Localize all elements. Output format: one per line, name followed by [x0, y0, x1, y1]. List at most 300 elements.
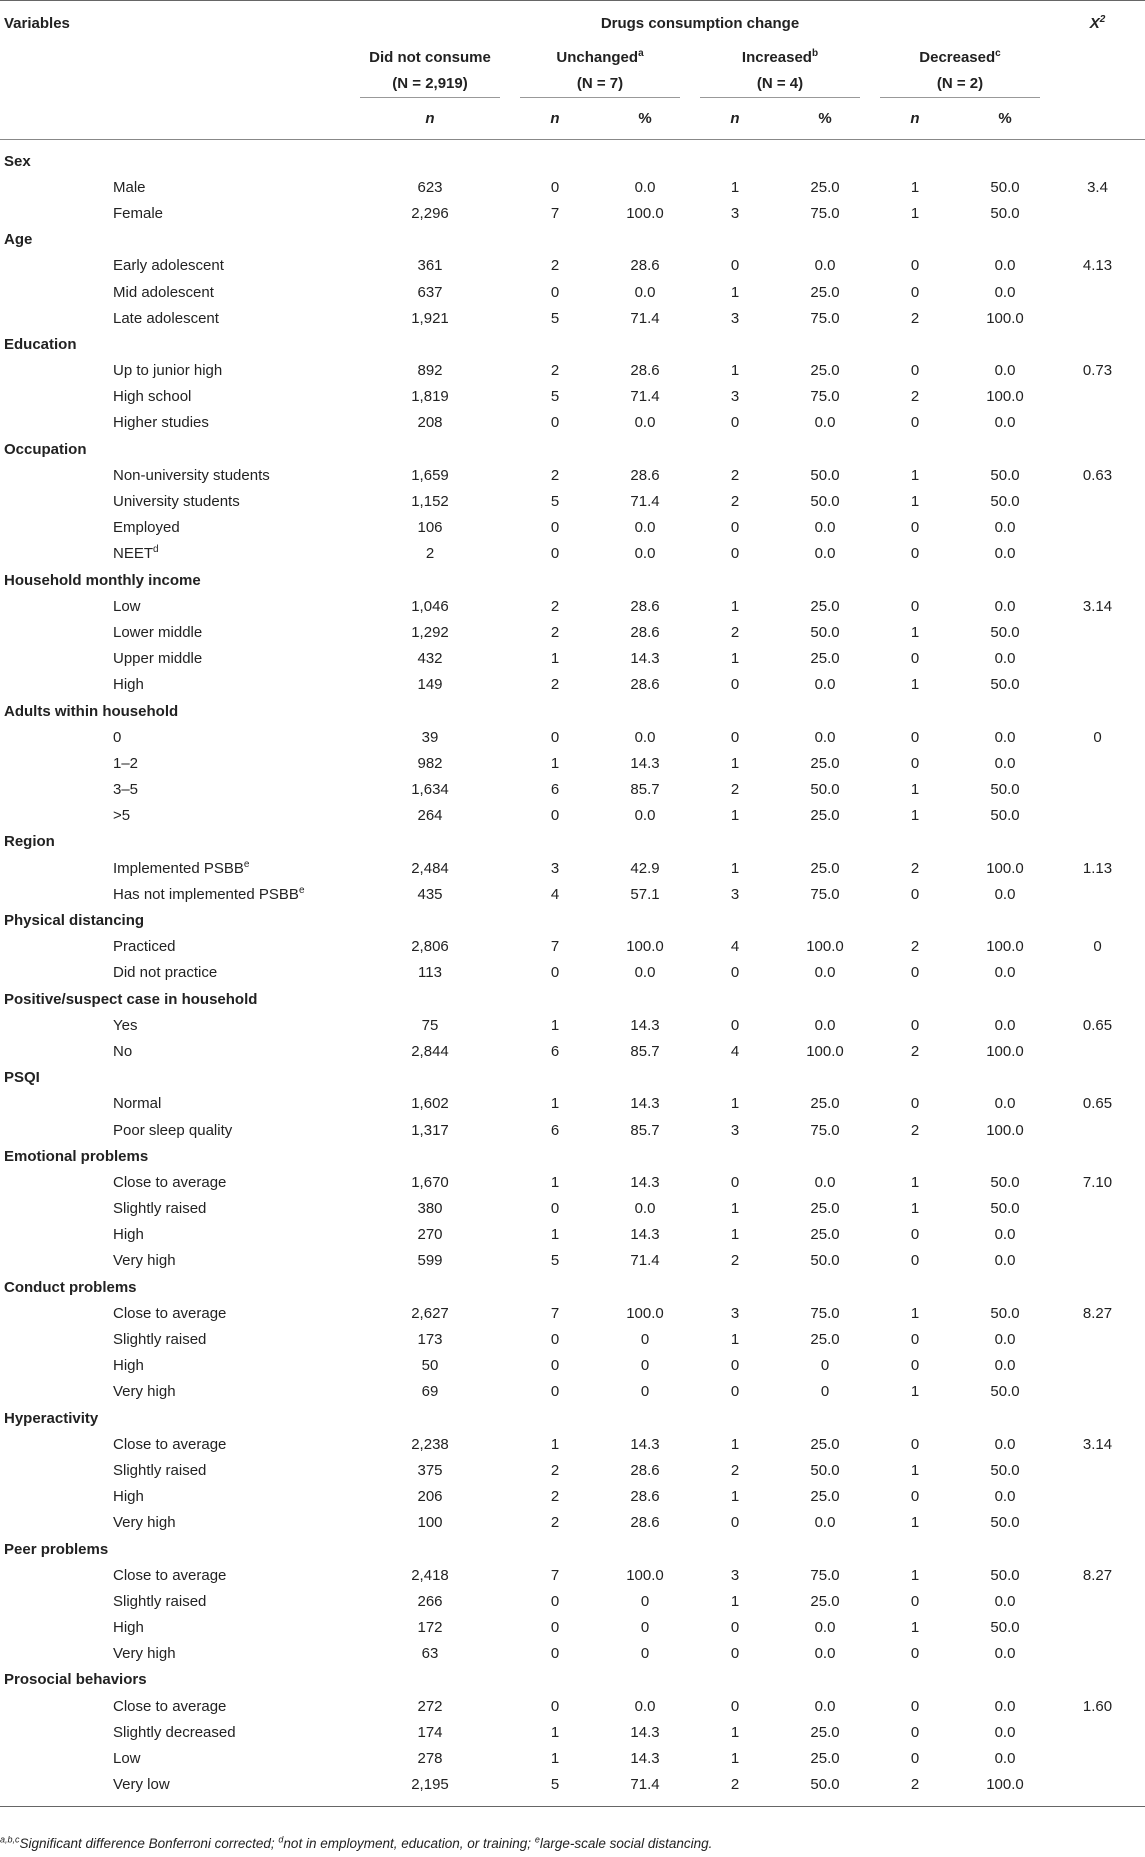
value-cell: 432 — [417, 650, 443, 668]
value-cell: 0 — [550, 283, 560, 301]
value-cell: 1,921 — [411, 309, 449, 327]
value-cell: 0.0 — [994, 1723, 1016, 1741]
value-cell: 100.0 — [986, 938, 1024, 956]
table-header — [0, 1, 1145, 149]
value-cell: 264 — [417, 807, 443, 825]
value-cell: 0 — [910, 1723, 920, 1741]
value-cell: 2,238 — [411, 1435, 449, 1453]
row-label: Mid adolescent — [113, 283, 214, 301]
value-cell: 50.0 — [810, 623, 840, 641]
section-row — [0, 1143, 1145, 1169]
value-cell: 14.3 — [630, 1435, 660, 1453]
chi-square-cell — [1050, 200, 1145, 226]
table-row — [0, 1457, 1145, 1483]
value-cell: 0.0 — [634, 807, 656, 825]
value-cell: 1 — [730, 807, 740, 825]
chi-square-cell — [1050, 803, 1145, 829]
value-cell: 1 — [730, 178, 740, 196]
value-cell: 0.0 — [814, 1697, 836, 1715]
value-cell: 0 — [550, 1592, 560, 1610]
value-cell: 0.0 — [994, 414, 1016, 432]
value-cell: 1 — [730, 597, 740, 615]
section-title: Education — [4, 335, 77, 353]
value-cell: 71.4 — [630, 309, 660, 327]
chi-square-cell — [1050, 410, 1145, 436]
row-label: Very high — [113, 1645, 176, 1663]
row-label: Did not practice — [113, 964, 218, 982]
value-cell: 0.0 — [814, 1016, 836, 1034]
value-cell: 0 — [910, 754, 920, 772]
row-label: Low — [113, 1750, 141, 1768]
value-cell: 0 — [910, 283, 920, 301]
table-row — [0, 1300, 1145, 1326]
n-header: n — [425, 110, 435, 127]
value-cell: 0.0 — [634, 728, 656, 746]
value-cell: 0 — [730, 1697, 740, 1715]
value-cell: 0 — [550, 1619, 560, 1637]
value-cell: 0 — [550, 807, 560, 825]
n-header: n — [730, 110, 740, 127]
section-title: Emotional problems — [4, 1147, 149, 1165]
value-cell: 0 — [820, 1357, 830, 1375]
chi-square-cell — [1050, 1588, 1145, 1614]
section-row — [0, 1274, 1145, 1300]
value-cell: 50.0 — [990, 493, 1020, 511]
value-cell: 172 — [417, 1619, 443, 1637]
chi-square-cell — [1050, 1615, 1145, 1641]
section-row — [0, 1536, 1145, 1562]
table-row — [0, 960, 1145, 986]
chi-square-cell: 7.10 — [1082, 1173, 1113, 1191]
value-cell: 0 — [910, 1750, 920, 1768]
table-row — [0, 619, 1145, 645]
section-title: Conduct problems — [4, 1278, 137, 1296]
chi-square-cell — [1050, 1196, 1145, 1222]
value-cell: 2,195 — [411, 1776, 449, 1794]
value-cell: 50.0 — [990, 178, 1020, 196]
value-cell: 1 — [550, 1435, 560, 1453]
row-label: Slightly raised — [113, 1461, 207, 1479]
value-cell: 50 — [421, 1357, 439, 1375]
value-cell: 0 — [910, 1252, 920, 1270]
value-cell: 0 — [550, 1200, 560, 1218]
value-cell: 28.6 — [630, 1461, 660, 1479]
value-cell: 637 — [417, 283, 443, 301]
value-cell: 106 — [417, 519, 443, 537]
value-cell: 0 — [730, 676, 740, 694]
value-cell: 0.0 — [814, 1619, 836, 1637]
value-cell: 1 — [730, 1592, 740, 1610]
chi-square-cell: 0.73 — [1082, 362, 1113, 380]
value-cell: 0.0 — [994, 1016, 1016, 1034]
chi-square-cell: 0 — [1093, 938, 1102, 956]
value-cell: 0.0 — [994, 650, 1016, 668]
section-row — [0, 1405, 1145, 1431]
value-cell: 7 — [550, 938, 560, 956]
value-cell: 1 — [910, 1461, 920, 1479]
table-row — [0, 1038, 1145, 1064]
chi-square-cell — [1050, 515, 1145, 541]
value-cell: 892 — [417, 362, 443, 380]
value-cell: 0.0 — [994, 1095, 1016, 1113]
value-cell: 0 — [910, 1592, 920, 1610]
value-cell: 0 — [910, 1435, 920, 1453]
table-row — [0, 1693, 1145, 1719]
table-row — [0, 1012, 1145, 1038]
group-title: Drugs consumption change — [600, 14, 800, 32]
value-cell: 0.0 — [994, 1750, 1016, 1768]
table-row — [0, 174, 1145, 200]
value-cell: 0.0 — [994, 1645, 1016, 1663]
value-cell: 100.0 — [626, 1566, 664, 1584]
row-label: Slightly raised — [113, 1200, 207, 1218]
row-label: High — [113, 676, 144, 694]
value-cell: 2 — [550, 362, 560, 380]
section-row — [0, 1667, 1145, 1693]
chi-square-cell — [1050, 1222, 1145, 1248]
value-cell: 50.0 — [810, 1776, 840, 1794]
value-cell: 100.0 — [626, 204, 664, 222]
value-cell: 75.0 — [810, 204, 840, 222]
value-cell: 1 — [910, 493, 920, 511]
value-cell: 14.3 — [630, 1095, 660, 1113]
table-row — [0, 358, 1145, 384]
row-label: Early adolescent — [113, 257, 224, 275]
value-cell: 2 — [910, 938, 920, 956]
value-cell: 71.4 — [630, 493, 660, 511]
value-cell: 6 — [550, 1121, 560, 1139]
value-cell: 71.4 — [630, 388, 660, 406]
value-cell: 3 — [550, 859, 560, 877]
value-cell: 1 — [730, 1331, 740, 1349]
table-body — [0, 148, 1145, 1798]
table-row — [0, 1431, 1145, 1457]
value-cell: 0.0 — [994, 1697, 1016, 1715]
value-cell: 2,806 — [411, 938, 449, 956]
value-cell: 1 — [730, 1723, 740, 1741]
table-row — [0, 724, 1145, 750]
value-cell: 3 — [730, 388, 740, 406]
value-cell: 1,317 — [411, 1121, 449, 1139]
row-label: 1–2 — [113, 754, 139, 772]
row-label: High school — [113, 388, 192, 406]
row-label: Implemented PSBB$^e$ — [113, 858, 250, 877]
value-cell: 1 — [550, 1750, 560, 1768]
value-cell: 272 — [417, 1697, 443, 1715]
value-cell: 25.0 — [810, 597, 840, 615]
value-cell: 0.0 — [814, 414, 836, 432]
row-label: Close to average — [113, 1173, 227, 1191]
chi-square-cell — [1050, 646, 1145, 672]
table-row — [0, 855, 1145, 881]
row-label: Very low — [113, 1776, 170, 1794]
section-title: Age — [4, 231, 33, 249]
value-cell: 0.0 — [814, 964, 836, 982]
value-cell: 50.0 — [810, 1252, 840, 1270]
value-cell: 0.0 — [994, 1252, 1016, 1270]
value-cell: 75.0 — [810, 1304, 840, 1322]
value-cell: 0.0 — [814, 1645, 836, 1663]
value-cell: 0 — [730, 964, 740, 982]
value-cell: 2 — [730, 466, 740, 484]
value-cell: 982 — [417, 754, 443, 772]
value-cell: 1 — [910, 1304, 920, 1322]
value-cell: 1 — [730, 650, 740, 668]
value-cell: 266 — [417, 1592, 443, 1610]
value-cell: 2 — [730, 1461, 740, 1479]
table-row — [0, 1772, 1145, 1798]
row-label: High — [113, 1619, 144, 1637]
footnote-marker: e — [534, 1834, 540, 1845]
value-cell: 25.0 — [810, 754, 840, 772]
table-row — [0, 1510, 1145, 1536]
row-label: High — [113, 1488, 144, 1506]
value-cell: 2 — [550, 623, 560, 641]
value-cell: 206 — [417, 1488, 443, 1506]
value-cell: 1 — [910, 1173, 920, 1191]
value-cell: 599 — [417, 1252, 443, 1270]
value-cell: 2,627 — [411, 1304, 449, 1322]
row-label: Upper middle — [113, 650, 203, 668]
value-cell: 25.0 — [810, 283, 840, 301]
chi-square-cell — [1050, 1326, 1145, 1352]
section-row — [0, 331, 1145, 357]
value-cell: 0 — [550, 178, 560, 196]
chi-square-cell — [1050, 1484, 1145, 1510]
value-cell: 0 — [730, 257, 740, 275]
value-cell: 14.3 — [630, 650, 660, 668]
value-cell: 0.0 — [994, 754, 1016, 772]
value-cell: 1,152 — [411, 493, 449, 511]
value-cell: 0.0 — [634, 545, 656, 563]
value-cell: 1 — [550, 650, 560, 668]
value-cell: 3 — [730, 1566, 740, 1584]
value-cell: 0.0 — [814, 545, 836, 563]
value-cell: 100.0 — [806, 1042, 844, 1060]
value-cell: 0.0 — [994, 728, 1016, 746]
row-label: Very high — [113, 1383, 176, 1401]
value-cell: 50.0 — [810, 781, 840, 799]
value-cell: 25.0 — [810, 1592, 840, 1610]
table-row — [0, 1326, 1145, 1352]
value-cell: 25.0 — [810, 1435, 840, 1453]
value-cell: 0.0 — [994, 362, 1016, 380]
section-row — [0, 567, 1145, 593]
value-cell: 75.0 — [810, 1121, 840, 1139]
chi-square-cell — [1050, 750, 1145, 776]
value-cell: 1 — [730, 1750, 740, 1768]
value-cell: 100.0 — [626, 938, 664, 956]
value-cell: 50.0 — [990, 807, 1020, 825]
value-cell: 75.0 — [810, 885, 840, 903]
value-cell: 2 — [730, 623, 740, 641]
value-cell: 2,296 — [411, 204, 449, 222]
chi-square-cell — [1050, 1641, 1145, 1667]
row-label: High — [113, 1357, 144, 1375]
value-cell: 25.0 — [810, 178, 840, 196]
value-cell: 0.0 — [634, 414, 656, 432]
table-footnote — [0, 1836, 712, 1851]
value-cell: 6 — [550, 1042, 560, 1060]
value-cell: 1 — [730, 859, 740, 877]
section-title: Hyperactivity — [4, 1409, 99, 1427]
value-cell: 100.0 — [986, 1776, 1024, 1794]
value-cell: 2 — [425, 545, 435, 563]
value-cell: 2 — [550, 1514, 560, 1532]
value-cell: 50.0 — [990, 623, 1020, 641]
section-row — [0, 1065, 1145, 1091]
table-row — [0, 593, 1145, 619]
table-row — [0, 934, 1145, 960]
value-cell: 14.3 — [630, 1226, 660, 1244]
value-cell: 2,484 — [411, 859, 449, 877]
value-cell: 0 — [910, 597, 920, 615]
value-cell: 0 — [910, 257, 920, 275]
value-cell: 2 — [730, 1252, 740, 1270]
chi-square-cell — [1050, 1117, 1145, 1143]
chi-square-cell: 1.60 — [1082, 1697, 1113, 1715]
value-cell: 1 — [730, 1488, 740, 1506]
value-cell: 25.0 — [810, 1488, 840, 1506]
value-cell: 0 — [910, 414, 920, 432]
value-cell: 1 — [730, 1226, 740, 1244]
section-row — [0, 907, 1145, 933]
value-cell: 174 — [417, 1723, 443, 1741]
value-cell: 3 — [730, 1304, 740, 1322]
value-cell: 0 — [730, 414, 740, 432]
table-row — [0, 777, 1145, 803]
value-cell: 25.0 — [810, 1226, 840, 1244]
value-cell: 0 — [910, 1697, 920, 1715]
value-cell: 100.0 — [806, 938, 844, 956]
table-row — [0, 1117, 1145, 1143]
value-cell: 1 — [550, 1723, 560, 1741]
value-cell: 0.0 — [634, 1697, 656, 1715]
value-cell: 0 — [910, 1331, 920, 1349]
value-cell: 1,670 — [411, 1173, 449, 1191]
chi-square-cell: 4.13 — [1082, 257, 1113, 275]
value-cell: 0.0 — [814, 519, 836, 537]
chi-square-cell: 0.63 — [1082, 466, 1113, 484]
value-cell: 0.0 — [994, 519, 1016, 537]
chi-square-cell — [1050, 541, 1145, 567]
value-cell: 0.0 — [814, 676, 836, 694]
n-header: n — [910, 110, 920, 127]
value-cell: 50.0 — [990, 1173, 1020, 1191]
value-cell: 270 — [417, 1226, 443, 1244]
table-row — [0, 1562, 1145, 1588]
value-cell: 75.0 — [810, 388, 840, 406]
value-cell: 75 — [421, 1016, 439, 1034]
value-cell: 100.0 — [986, 388, 1024, 406]
value-cell: 1 — [910, 1514, 920, 1532]
row-label: Slightly raised — [113, 1331, 207, 1349]
value-cell: 0 — [640, 1383, 650, 1401]
value-cell: 2 — [910, 388, 920, 406]
value-cell: 2 — [550, 1488, 560, 1506]
value-cell: 0 — [910, 519, 920, 537]
value-cell: 4 — [730, 1042, 740, 1060]
chi-square-cell: 8.27 — [1082, 1304, 1113, 1322]
group-header-1: Unchanged$^a$ (N = 7) — [520, 45, 680, 98]
section-title: Occupation — [4, 440, 87, 458]
value-cell: 0 — [910, 362, 920, 380]
table-row — [0, 1745, 1145, 1771]
value-cell: 39 — [421, 728, 439, 746]
value-cell: 50.0 — [810, 493, 840, 511]
value-cell: 149 — [417, 676, 443, 694]
value-cell: 0 — [730, 1514, 740, 1532]
group-header-3: Decreased$^c$ (N = 2) — [880, 45, 1040, 98]
value-cell: 0 — [910, 1095, 920, 1113]
table-row — [0, 1222, 1145, 1248]
section-title: Adults within household — [4, 702, 179, 720]
value-cell: 173 — [417, 1331, 443, 1349]
value-cell: 50.0 — [810, 466, 840, 484]
value-cell: 25.0 — [810, 1750, 840, 1768]
value-cell: 28.6 — [630, 362, 660, 380]
pct-header: % — [638, 110, 652, 127]
value-cell: 2 — [550, 676, 560, 694]
value-cell: 2 — [550, 597, 560, 615]
value-cell: 1 — [550, 1095, 560, 1113]
value-cell: 85.7 — [630, 781, 660, 799]
value-cell: 50.0 — [990, 204, 1020, 222]
value-cell: 5 — [550, 1252, 560, 1270]
value-cell: 0.0 — [994, 597, 1016, 615]
value-cell: 14.3 — [630, 1750, 660, 1768]
chi-square-cell — [1050, 305, 1145, 331]
value-cell: 0.0 — [994, 257, 1016, 275]
value-cell: 2 — [910, 859, 920, 877]
section-title: Peer problems — [4, 1540, 109, 1558]
value-cell: 1 — [550, 1173, 560, 1191]
value-cell: 50.0 — [990, 1514, 1020, 1532]
value-cell: 14.3 — [630, 1016, 660, 1034]
table-row — [0, 1379, 1145, 1405]
row-label: Male — [113, 178, 146, 196]
chi-square-cell: 0.65 — [1082, 1016, 1113, 1034]
value-cell: 50.0 — [990, 1304, 1020, 1322]
row-label: No — [113, 1042, 133, 1060]
value-cell: 0 — [730, 1619, 740, 1637]
value-cell: 1 — [910, 1383, 920, 1401]
chi-square-cell — [1050, 881, 1145, 907]
chi-square-cell: 3.14 — [1082, 1435, 1113, 1453]
row-label: Non-university students — [113, 466, 270, 484]
value-cell: 0 — [640, 1592, 650, 1610]
value-cell: 1 — [910, 1619, 920, 1637]
table-row — [0, 488, 1145, 514]
value-cell: 69 — [421, 1383, 439, 1401]
value-cell: 0.0 — [994, 1357, 1016, 1375]
value-cell: 25.0 — [810, 362, 840, 380]
group-header-0: Did not consume (N = 2,919) — [360, 45, 500, 98]
table-row — [0, 750, 1145, 776]
value-cell: 0 — [910, 1645, 920, 1663]
value-cell: 2 — [550, 1461, 560, 1479]
chi-square-cell — [1050, 1457, 1145, 1483]
value-cell: 2 — [910, 1776, 920, 1794]
chi-square-cell — [1050, 1772, 1145, 1798]
chi-square-cell — [1050, 619, 1145, 645]
value-cell: 0 — [910, 885, 920, 903]
section-row — [0, 829, 1145, 855]
pct-header: % — [818, 110, 832, 127]
value-cell: 100.0 — [986, 309, 1024, 327]
chi-square-cell: 1.13 — [1082, 859, 1113, 877]
value-cell: 1 — [910, 466, 920, 484]
